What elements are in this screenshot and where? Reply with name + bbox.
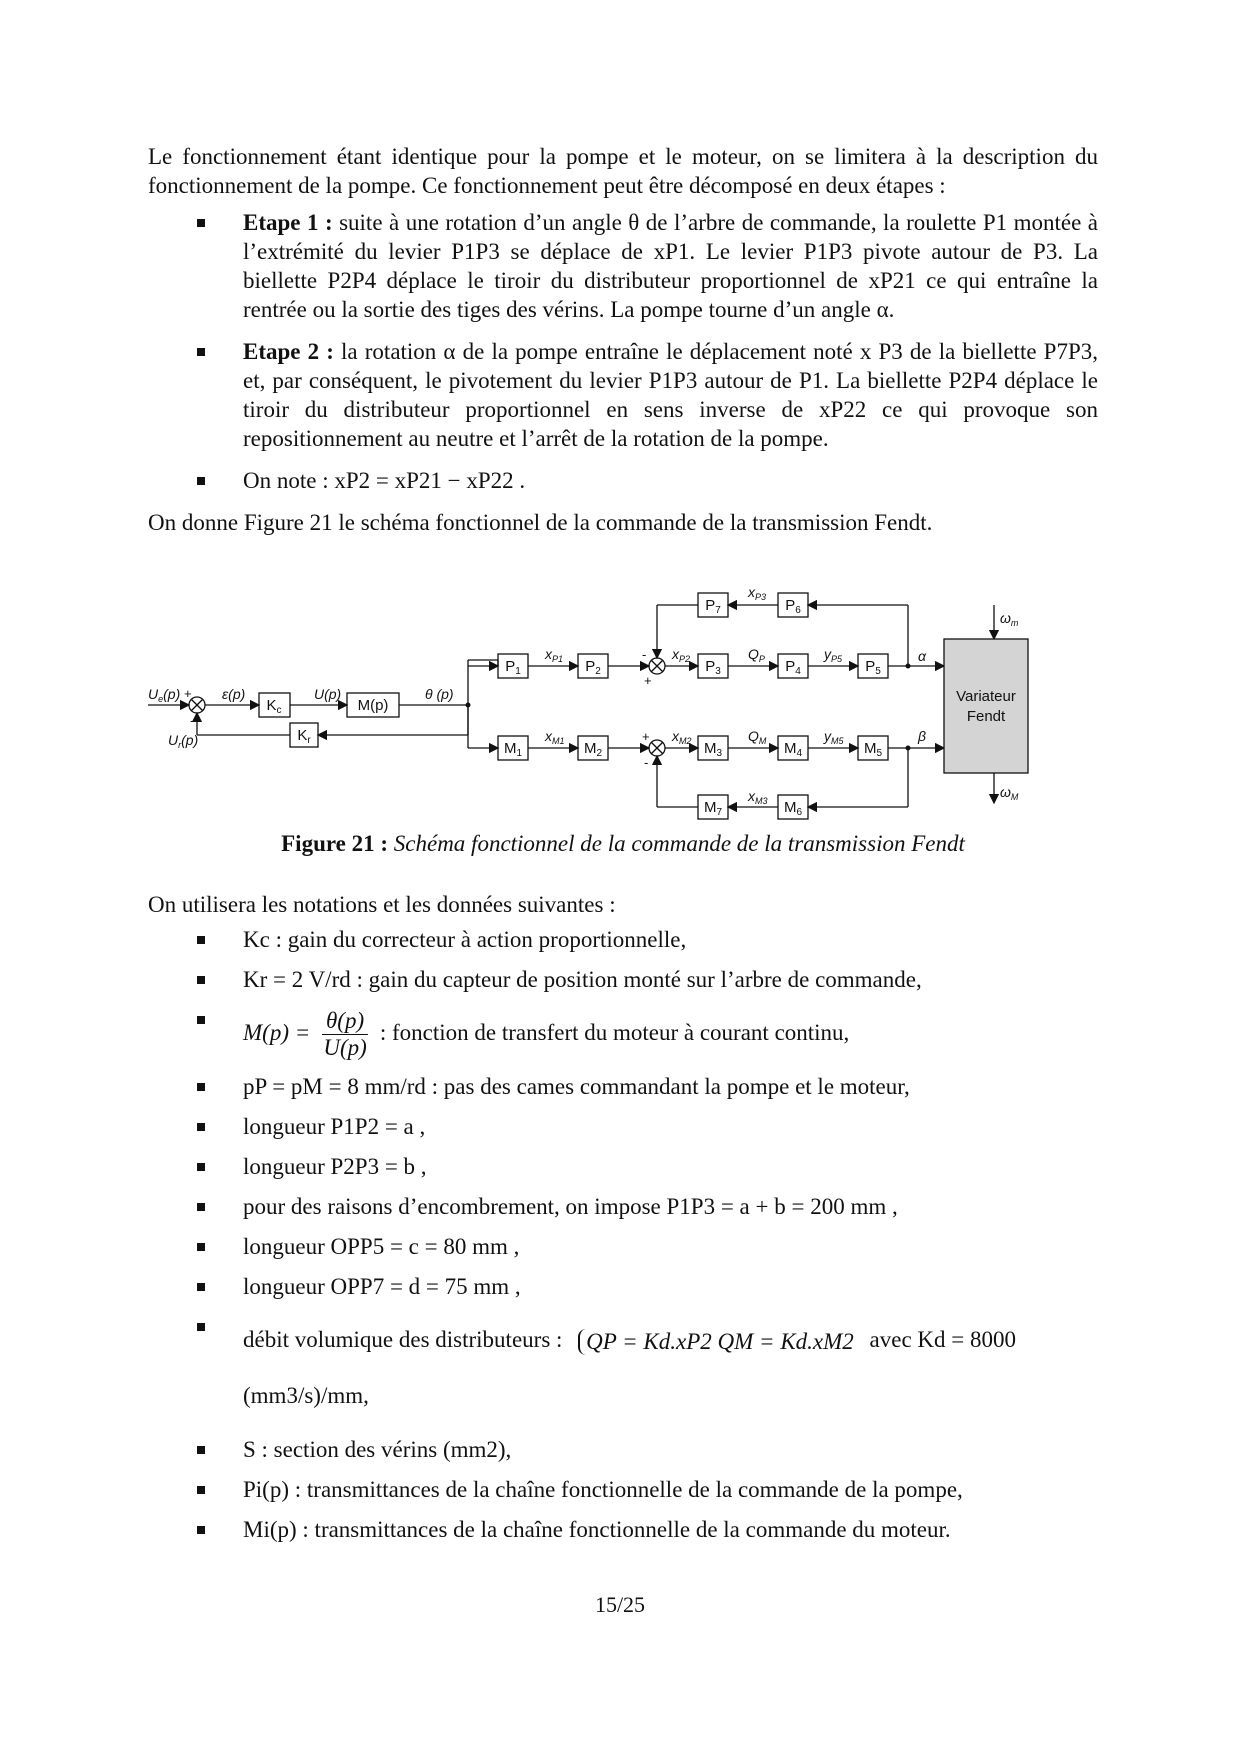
- note-text: On note : xP2 = xP21 − xP22 .: [243, 468, 526, 493]
- item-pi: Pi(p) : transmittances de la chaîne fonctionnelle de la commande de la pompe,: [148, 1475, 1098, 1504]
- signal-xm3: $x_{M3}$: [748, 788, 768, 806]
- block-p2: $P_2$: [585, 658, 601, 677]
- variateur-label-1: Variateur: [956, 688, 1016, 705]
- item-kc: Kc : gain du correcteur à action proportionnelle,: [148, 925, 1098, 954]
- signal-alpha: α: [918, 648, 926, 664]
- item-l1: longueur P1P2 = a ,: [148, 1112, 1098, 1141]
- mp-text: : fonction de transfert du moteur à courant continu,: [379, 1020, 850, 1045]
- signal-yp5: $y_{P5}$: [824, 646, 843, 664]
- intro-paragraph: Le fonctionnement étant identique pour la pompe et le moteur, on se limitera à la description du fonctionnement de la pompe. Ce fonctionnement peut être décomposé en deux étapes :: [148, 144, 1098, 198]
- item-l2: longueur P2P3 = b ,: [148, 1152, 1098, 1181]
- svg-text:-: -: [190, 713, 195, 728]
- page-body: [148, 142, 1098, 537]
- block-diagram-svg: [148, 585, 1098, 825]
- item-s: S : section des vérins (mm2),: [148, 1435, 1098, 1464]
- signal-xp1: $x_{P1}$: [545, 646, 564, 664]
- item-mi: Mi(p) : transmittances de la chaîne fonctionnelle de la commande du moteur.: [148, 1515, 1098, 1544]
- caption-text: Schéma fonctionnel de la commande de la transmission Fendt: [393, 831, 965, 856]
- block-p4: $P_4$: [785, 658, 801, 677]
- mp-lhs: M(p) =: [243, 1020, 311, 1045]
- signal-xp3: $x_{P3}$: [748, 585, 767, 602]
- svg-text:+: +: [642, 729, 650, 744]
- block-p7: $P_7$: [705, 597, 721, 616]
- mp-den: U(p): [323, 1035, 367, 1061]
- svg-text:+: +: [644, 673, 652, 688]
- step-1-text: suite à une rotation d’un angle θ de l’arbre de commande, la roulette P1 montée à l’extrémité du levier P1P3 se déplace de xP1. Le levier P1P3 pivote autour de P3. La biellette P2P4 déplace le tiroir du distributeur proportionnel de xP21 ce qui entraîne la rentrée ou la sortie des tiges des vérins. La pompe tourne d’un angle α.: [243, 210, 1098, 322]
- step-2: [148, 337, 1098, 453]
- variateur-label-2: Fendt: [966, 708, 1006, 725]
- item-debit: [148, 1312, 1098, 1424]
- signal-ur: $U_r(p)$: [168, 732, 199, 750]
- block-m2: $M_2$: [583, 740, 603, 759]
- figure-caption: [148, 829, 1098, 858]
- figure-intro: On donne Figure 21 le schéma fonctionnel de la commande de la transmission Fendt.: [148, 510, 933, 535]
- debit-kd: avec Kd = 8000 (mm3/s)/mm,: [243, 1327, 1016, 1409]
- step-1-label: Etape 1 :: [243, 210, 333, 235]
- block-p5: $P_5$: [865, 658, 881, 677]
- item-mp: [148, 1005, 1098, 1061]
- signal-qm: $Q_M$: [748, 728, 767, 746]
- block-m7: $M_7$: [703, 799, 723, 818]
- debit-eq2: QM = Kd.xM2: [717, 1328, 854, 1354]
- signal-beta: β: [918, 728, 926, 744]
- signal-u: U(p): [314, 686, 342, 702]
- block-kr: $K_r$: [297, 727, 311, 746]
- mp-num: θ(p): [322, 1008, 368, 1035]
- data-intro: On utilisera les notations et les données suivantes :: [148, 892, 616, 917]
- signal-xm1: $x_{M1}$: [545, 728, 565, 746]
- mp-fraction: [322, 1008, 368, 1061]
- block-m3: $M_3$: [703, 740, 723, 759]
- caption-label: Figure 21 :: [281, 831, 389, 856]
- block-m5: $M_5$: [863, 740, 883, 759]
- data-list: [148, 925, 1098, 1544]
- signal-eps: ε(p): [222, 686, 246, 702]
- debit-label: débit volumique des distributeurs :: [243, 1327, 563, 1353]
- steps-list: [148, 208, 1098, 495]
- variateur-block: [944, 639, 1028, 773]
- step-2-text: la rotation α de la pompe entraîne le déplacement noté x P3 de la biellette P7P3, et, par conséquent, le pivotement du levier P1P3 autour de P1. La biellette P2P4 déplace le tiroir du distributeur proportionnel en sens inverse de xP22 ce qui provoque son repositionnement au neutre et l’arrêt de la rotation de la pompe.: [243, 339, 1098, 451]
- svg-text:+: +: [184, 686, 192, 701]
- signal-wM: $\omega_M$: [1000, 784, 1019, 802]
- debit-system: [578, 1329, 854, 1355]
- item-pas: pP = pM = 8 mm/rd : pas des cames commandant la pompe et le moteur,: [148, 1072, 1098, 1101]
- signal-ue: $U_e(p)$: [148, 686, 181, 704]
- data-section: [148, 890, 1098, 1555]
- block-m4: $M_4$: [783, 740, 803, 759]
- block-diagram: [148, 585, 1098, 825]
- item-l4: longueur OPP5 = c = 80 mm ,: [148, 1232, 1098, 1261]
- signal-theta: θ (p): [425, 686, 454, 702]
- signal-ym5: $y_{M5}$: [824, 728, 844, 746]
- block-p6: $P_6$: [785, 597, 801, 616]
- step-1: [148, 208, 1098, 324]
- block-mp: M(p): [357, 697, 389, 714]
- block-p1: $P_1$: [505, 658, 521, 677]
- signal-qp: $Q_P$: [748, 646, 765, 664]
- block-m1: $M_1$: [503, 740, 523, 759]
- block-p3: $P_3$: [705, 658, 721, 677]
- signal-xp2: $x_{P2}$: [672, 646, 691, 664]
- block-kc: $K_c$: [266, 697, 282, 716]
- step-2-label: Etape 2 :: [243, 339, 334, 364]
- svg-text:-: -: [644, 755, 649, 770]
- svg-text:-: -: [642, 647, 647, 662]
- step-note: [148, 466, 1098, 495]
- debit-eq1: QP = Kd.xP2: [586, 1328, 712, 1354]
- item-l5: longueur OPP7 = d = 75 mm ,: [148, 1272, 1098, 1301]
- page-number: 15/25: [594, 1592, 646, 1617]
- item-kr: Kr = 2 V/rd : gain du capteur de position monté sur l’arbre de commande,: [148, 965, 1098, 994]
- signal-wm: $\omega_m$: [1000, 610, 1019, 628]
- block-m6: $M_6$: [783, 799, 803, 818]
- item-l3: pour des raisons d’encombrement, on impose P1P3 = a + b = 200 mm ,: [148, 1192, 1098, 1221]
- signal-xm2: $x_{M2}$: [672, 728, 692, 746]
